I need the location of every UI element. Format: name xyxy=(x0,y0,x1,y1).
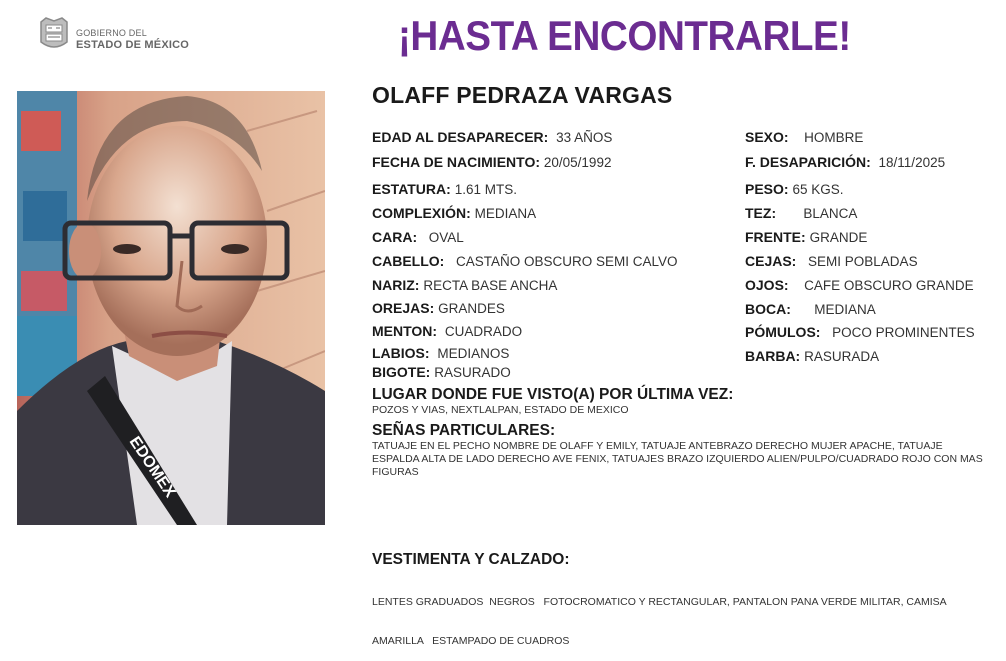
field-value: 20/05/1992 xyxy=(543,155,612,170)
field-barba xyxy=(745,348,879,364)
field-label: COMPLEXIÓN: xyxy=(372,205,471,221)
field-value: RECTA BASE ANCHA xyxy=(423,278,558,293)
field-bigote xyxy=(372,364,511,380)
marks-line-3: FIGURAS xyxy=(372,466,419,478)
field-value: 65 KGS. xyxy=(792,182,844,197)
government-logo xyxy=(38,16,198,56)
logo-text-line2: ESTADO DE MÉXICO xyxy=(76,39,190,51)
marks-line-1: TATUAJE EN EL PECHO NOMBRE DE OLAFF Y EMILY, TATUAJE ANTEBRAZO DERECHO MUJER APACHE, TATUAJE xyxy=(372,440,943,452)
field-value: CAFE OBSCURO GRANDE xyxy=(804,278,974,293)
clothing-text xyxy=(372,570,997,661)
field-fecha-desaparicion xyxy=(745,154,945,170)
field-label: OREJAS: xyxy=(372,300,435,316)
field-label: NARIZ: xyxy=(372,277,420,293)
field-label: BOCA: xyxy=(745,301,791,317)
field-label: SEXO: xyxy=(745,129,789,145)
portrait-image xyxy=(17,91,325,525)
field-frente xyxy=(745,229,867,245)
field-label: OJOS: xyxy=(745,277,789,293)
field-value: CASTAÑO OBSCURO SEMI CALVO xyxy=(456,254,678,269)
field-value: 1.61 MTS. xyxy=(454,182,517,197)
field-label: MENTON: xyxy=(372,323,438,339)
field-value: OVAL xyxy=(428,230,464,245)
field-orejas xyxy=(372,300,505,316)
field-label: FRENTE: xyxy=(745,229,806,245)
field-label: FECHA DE NACIMIENTO: xyxy=(372,154,540,170)
field-label: PESO: xyxy=(745,181,789,197)
field-value: GRANDE xyxy=(809,230,868,245)
field-label: TEZ: xyxy=(745,205,777,221)
field-estatura xyxy=(372,181,517,197)
field-value: BLANCA xyxy=(803,206,858,221)
person-name: OLAFF PEDRAZA VARGAS xyxy=(372,82,673,108)
field-value: GRANDES xyxy=(438,301,505,316)
coat-of-arms-icon xyxy=(38,16,70,52)
field-label: BARBA: xyxy=(745,348,801,364)
field-value: RASURADA xyxy=(804,349,880,364)
field-value: HOMBRE xyxy=(804,130,864,145)
field-value: MEDIANA xyxy=(814,302,876,317)
person-photo xyxy=(17,91,325,525)
logo-text-line1: GOBIERNO DEL xyxy=(76,28,147,38)
field-label: ESTATURA: xyxy=(372,181,451,197)
field-label: CARA: xyxy=(372,229,418,245)
field-value: RASURADO xyxy=(434,365,511,380)
field-tez xyxy=(745,205,857,221)
last-seen-text: POZOS Y VIAS, NEXTLALPAN, ESTADO DE MEXICO xyxy=(372,404,629,416)
field-pomulos xyxy=(745,324,975,340)
field-complexion xyxy=(372,205,536,221)
field-value: 33 AÑOS xyxy=(556,130,613,145)
field-value: SEMI POBLADAS xyxy=(808,254,918,269)
field-cejas xyxy=(745,253,918,269)
field-labios xyxy=(372,345,509,361)
distinguishing-marks-title: SEÑAS PARTICULARES: xyxy=(372,422,556,439)
field-value: CUADRADO xyxy=(444,324,523,339)
field-label: F. DESAPARICIÓN: xyxy=(745,154,871,170)
field-edad xyxy=(372,129,612,145)
field-menton xyxy=(372,323,522,339)
svg-text:EDOMEX: EDOMEX xyxy=(125,433,179,501)
field-sexo xyxy=(745,129,863,145)
field-fecha-nacimiento xyxy=(372,154,611,170)
field-value: POCO PROMINENTES xyxy=(832,325,975,340)
field-label: EDAD AL DESAPARECER: xyxy=(372,129,549,145)
marks-line-2: ESPALDA ALTA DE LADO DERECHO AVE FENIX, TATUAJES BRAZO IZQUIERDO ALIEN/PULPO/CUADRADO ROJO CON MAS xyxy=(372,453,983,465)
field-label: BIGOTE: xyxy=(372,364,431,380)
field-label: PÓMULOS: xyxy=(745,324,821,340)
field-label: CEJAS: xyxy=(745,253,797,269)
field-cara xyxy=(372,229,464,245)
field-label: LABIOS: xyxy=(372,345,430,361)
clothing-line-2: AMARILLA ESTAMPADO DE CUADROS xyxy=(372,635,570,647)
distinguishing-marks-text xyxy=(372,440,997,479)
clothing-title: VESTIMENTA Y CALZADO: xyxy=(372,551,570,568)
headline: ¡HASTA ENCONTRARLE! xyxy=(398,12,851,59)
field-boca xyxy=(745,301,876,317)
field-peso xyxy=(745,181,844,197)
field-cabello xyxy=(372,253,678,269)
field-nariz xyxy=(372,277,557,293)
field-ojos xyxy=(745,277,974,293)
field-value: 18/11/2025 xyxy=(878,155,946,170)
last-seen-title: LUGAR DONDE FUE VISTO(A) POR ÚLTIMA VEZ: xyxy=(372,386,734,403)
field-value: MEDIANA xyxy=(474,206,537,221)
field-value: MEDIANOS xyxy=(437,346,510,361)
clothing-line-1: LENTES GRADUADOS NEGROS FOTOCROMATICO Y RECTANGULAR, PANTALON PANA VERDE MILITAR, CAMISA xyxy=(372,596,947,608)
field-label: CABELLO: xyxy=(372,253,445,269)
